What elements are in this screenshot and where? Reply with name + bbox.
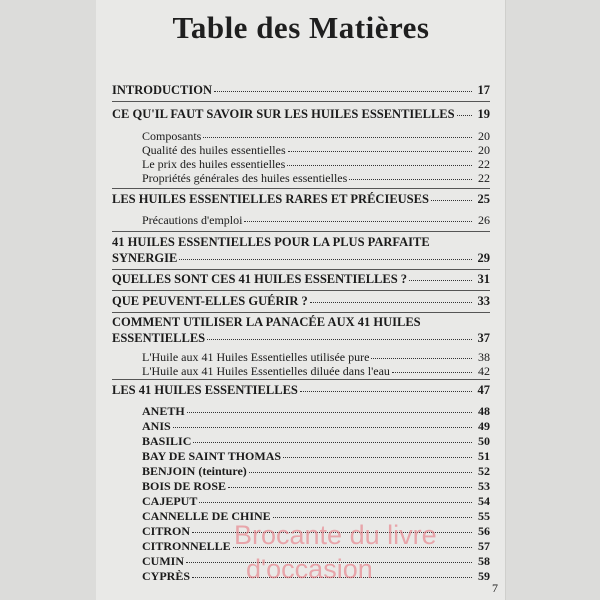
toc-label-line1: 41 HUILES ESSENTIELLES POUR LA PLUS PARFAITE (112, 235, 430, 249)
toc-page-number: 19 (477, 107, 490, 121)
dot-leader (207, 339, 472, 340)
toc-entry-quelles (112, 272, 490, 287)
toc-label: ANETH (142, 404, 185, 418)
toc-page-number: 59 (478, 569, 490, 583)
section-divider (112, 188, 490, 189)
toc-page-number: 17 (477, 83, 490, 97)
toc-page-number: 22 (478, 171, 490, 185)
toc-subentry (112, 143, 490, 158)
dot-leader (173, 427, 472, 428)
dot-leader (409, 280, 472, 281)
toc-label: BASILIC (142, 434, 192, 448)
toc-label: CYPRÈS (142, 569, 191, 583)
toc-label: Précautions d'emploi (142, 213, 243, 227)
toc-page-number: 38 (478, 350, 490, 364)
dot-leader (283, 457, 472, 458)
toc-page-number: 51 (478, 449, 490, 463)
toc-label-line1: COMMENT UTILISER LA PANACÉE AUX 41 HUILES (112, 315, 421, 329)
toc-entry-rares (112, 192, 490, 207)
toc-label: Propriétés générales des huiles essentielles (142, 171, 348, 185)
section-divider (112, 290, 490, 291)
dot-leader (214, 91, 472, 92)
toc-page-number: 49 (478, 419, 490, 433)
watermark-line1: Brocante du livre (234, 520, 437, 550)
toc-oil-entry (112, 449, 490, 464)
dot-leader (392, 372, 472, 373)
section-divider (112, 101, 490, 102)
toc-page-number: 42 (478, 364, 490, 378)
dot-leader (287, 165, 472, 166)
toc-oil-entry (112, 434, 490, 449)
page-number: 7 (492, 581, 498, 595)
toc-oil-entry (112, 404, 490, 419)
toc-entry-savoir (112, 107, 490, 122)
toc-page-number: 37 (477, 331, 490, 345)
toc-label: INTRODUCTION (112, 83, 213, 97)
toc-page-number: 52 (478, 464, 490, 478)
toc-oil-entry (112, 494, 490, 509)
toc-page-number: 56 (478, 524, 490, 538)
section-divider (112, 231, 490, 232)
book-page (96, 0, 506, 600)
toc-page-number: 22 (478, 157, 490, 171)
dot-leader (371, 358, 472, 359)
toc-label: L'Huile aux 41 Huiles Essentielles diluée dans l'eau (142, 364, 390, 378)
toc-label: CITRONNELLE (142, 539, 231, 553)
toc-label: ANIS (142, 419, 171, 433)
toc-page-number: 47 (477, 383, 490, 397)
dot-leader (249, 472, 472, 473)
toc-label: BENJOIN (teinture) (142, 464, 247, 478)
toc-label: QUELLES SONT CES 41 HUILES ESSENTIELLES ? (112, 272, 408, 286)
toc-oil-entry (112, 479, 490, 494)
toc-subentry (112, 157, 490, 172)
toc-entry-synergie (112, 251, 490, 266)
toc-page-number: 55 (478, 509, 490, 523)
toc-page-number: 48 (478, 404, 490, 418)
dot-leader (187, 412, 472, 413)
dot-leader (457, 115, 472, 116)
toc-page-number: 33 (477, 294, 490, 308)
dot-leader (273, 517, 472, 518)
section-divider (112, 312, 490, 313)
page-title: Table des Matières (172, 10, 430, 45)
dot-leader (203, 137, 472, 138)
dot-leader (349, 179, 472, 180)
toc-page-number: 57 (478, 539, 490, 553)
toc-page-number: 58 (478, 554, 490, 568)
toc-label: BOIS DE ROSE (142, 479, 227, 493)
toc-entry-introduction (112, 83, 490, 98)
toc-label: Composants (142, 129, 202, 143)
toc-oil-entry (112, 464, 490, 479)
toc-subentry (112, 213, 490, 228)
section-divider (112, 269, 490, 270)
toc-subentry (112, 364, 490, 379)
toc-subentry (112, 350, 490, 365)
dot-leader (310, 302, 472, 303)
toc-page-number: 53 (478, 479, 490, 493)
toc-page-number: 20 (478, 143, 490, 157)
dot-leader (288, 151, 472, 152)
dot-leader (179, 259, 472, 260)
toc-entry-guerir (112, 294, 490, 309)
dot-leader (199, 502, 472, 503)
toc-entry-les-41 (112, 383, 490, 398)
toc-label: LES HUILES ESSENTIELLES RARES ET PRÉCIEUSES (112, 192, 429, 206)
toc-entry-comment (112, 331, 490, 346)
watermark-line2: d'occasion (246, 554, 373, 584)
toc-label: ESSENTIELLES (112, 331, 206, 345)
dot-leader (193, 442, 472, 443)
toc-page-number: 54 (478, 494, 490, 508)
toc-label: Le prix des huiles essentielles (142, 157, 286, 171)
toc-label: CUMIN (142, 554, 184, 568)
toc-page-number: 26 (478, 213, 490, 227)
toc-label: CAJEPUT (142, 494, 198, 508)
toc-page-number: 29 (477, 251, 490, 265)
toc-oil-entry (112, 419, 490, 434)
toc-label: L'Huile aux 41 Huiles Essentielles utilisée pure (142, 350, 370, 364)
toc-label: BAY DE SAINT THOMAS (142, 449, 282, 463)
toc-page-number: 50 (478, 434, 490, 448)
toc-label: QUE PEUVENT-ELLES GUÉRIR ? (112, 294, 308, 308)
toc-label: Qualité des huiles essentielles (142, 143, 286, 157)
section-divider (112, 379, 490, 380)
toc-page-number: 25 (477, 192, 490, 206)
toc-label: SYNERGIE (112, 251, 178, 265)
dot-leader (244, 221, 472, 222)
toc-label: CANNELLE DE CHINE (142, 509, 271, 523)
toc-subentry (112, 129, 490, 144)
toc-label: LES 41 HUILES ESSENTIELLES (112, 383, 298, 397)
dot-leader (228, 487, 472, 488)
dot-leader (300, 391, 472, 392)
toc-page-number: 20 (478, 129, 490, 143)
dot-leader (431, 200, 472, 201)
toc-label: CITRON (142, 524, 191, 538)
toc-page-number: 31 (477, 272, 490, 286)
toc-subentry (112, 171, 490, 186)
toc-label: CE QU'IL FAUT SAVOIR SUR LES HUILES ESSENTIELLES (112, 107, 455, 121)
